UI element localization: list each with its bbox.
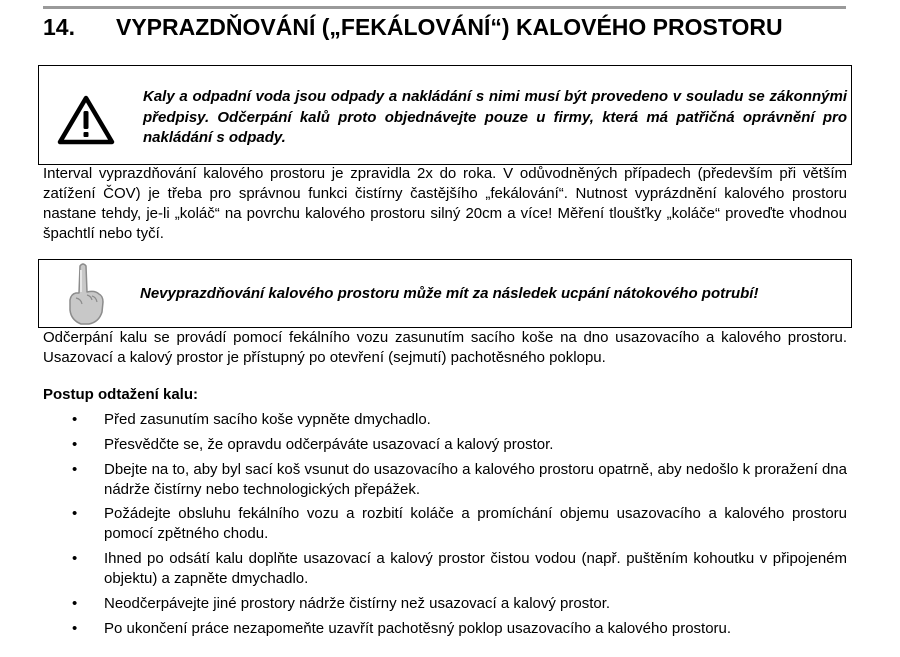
bullet: • <box>72 460 78 478</box>
list-item <box>43 410 847 430</box>
list-item <box>43 619 847 639</box>
top-rule <box>43 6 846 9</box>
step-text: Před zasunutím sacího koše vypněte dmychadlo. <box>104 411 431 428</box>
interval-paragraph: Interval vyprazdňování kalového prostoru je zpravidla 2x do roka. V odůvodněných případech (především při větším zatížení ČOV) je třeba pro správnou funkci čistírny častějšího „fekálování“. Nutnost vyprázdnění kalového prostoru nastane tehdy, je-li „koláč“ na povrchu kalového prostoru silný 20cm a více! Měření tloušťky „koláče“ proveďte vhodnou špachtlí nebo tyčí. <box>43 165 847 242</box>
step-text: Neodčerpávejte jiné prostory nádrže čistírny než usazovací a kalový prostor. <box>104 594 611 612</box>
procedure-title: Postup odtažení kalu: <box>43 386 199 403</box>
pumping-paragraph: Odčerpání kalu se provádí pomocí fekálního vozu zasunutím sacího koše na dno usazovacího a kalového prostoru. Usazovací a kalový prostor je přístupný po otevření (sejmutí) pachotěsného poklopu. <box>43 329 847 366</box>
step-text: Požádejte obsluhu fekálního vozu a rozbití koláče a promíchání objemu usazovacího a kalového prostoru pomocí zpětného chodu. <box>104 505 847 543</box>
note-box <box>38 259 852 328</box>
warning-triangle-icon <box>56 94 116 146</box>
bullet: • <box>72 411 78 428</box>
section-title: VYPRAZDŇOVÁNÍ („FEKÁLOVÁNÍ“) KALOVÉHO PROSTORU <box>116 14 783 40</box>
section-number: 14. <box>43 14 75 40</box>
note-text: Nevyprazdňování kalového prostoru může mít za následek ucpání nátokového potrubí! <box>140 285 759 302</box>
section-heading <box>43 14 783 41</box>
raised-finger-hand-icon <box>63 262 109 326</box>
step-text: Přesvědčte se, že opravdu odčerpáváte usazovací a kalový prostor. <box>104 435 554 453</box>
bullet: • <box>72 435 78 453</box>
bullet: • <box>72 550 78 568</box>
list-item <box>43 594 847 614</box>
list-item <box>43 549 847 589</box>
bullet: • <box>72 619 78 637</box>
list-item <box>43 460 847 500</box>
list-item <box>43 435 847 455</box>
step-text: Ihned po odsátí kalu doplňte usazovací a kalový prostor čistou vodou (např. puštěním kohoutku v připojeném objektu) a zapněte dmychadlo. <box>104 550 847 588</box>
bullet: • <box>72 505 78 523</box>
step-text: Po ukončení práce nezapomeňte uzavřít pachotěsný poklop usazovacího a kalového prostoru. <box>104 619 732 637</box>
bullet: • <box>72 594 78 612</box>
procedure-steps <box>43 410 847 644</box>
warning-text: Kaly a odpadní voda jsou odpady a nakládání s nimi musí být provedeno v souladu se zákonnými předpisy. Odčerpání kalů proto objednávejte pouze u firmy, která má patřičná oprávnění pro nakládání s odpady. <box>143 88 847 146</box>
step-text: Dbejte na to, aby byl sací koš vsunut do usazovacího a kalového prostoru opatrně, aby nedošlo k proražení dna nádrže čistírny nebo technologických přepážek. <box>104 460 847 498</box>
warning-box <box>38 65 852 165</box>
list-item <box>43 504 847 544</box>
